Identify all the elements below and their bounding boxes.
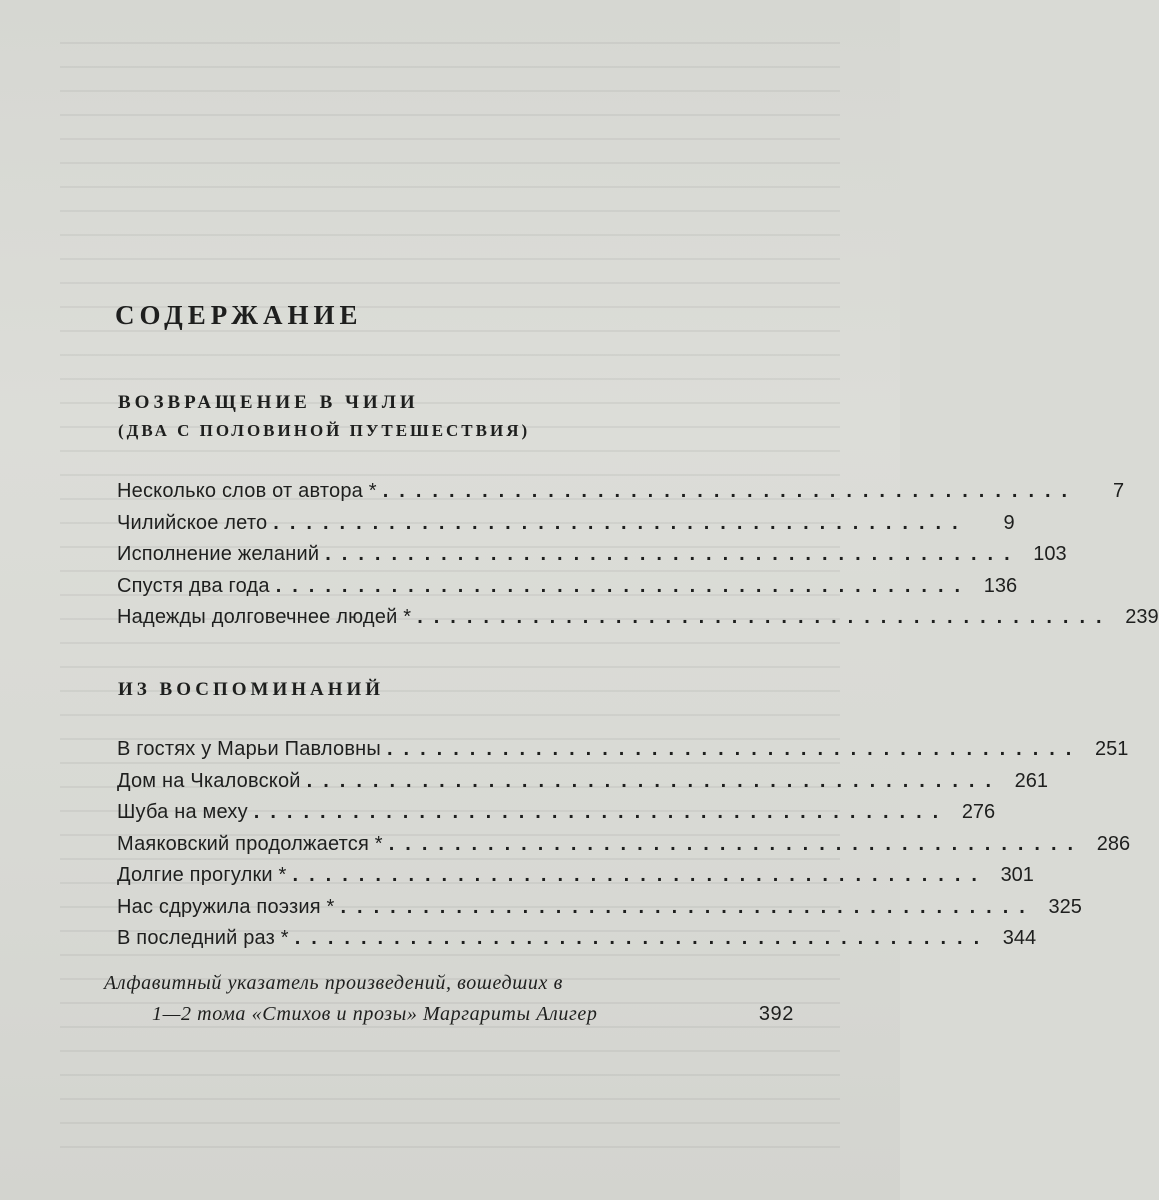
toc-entry-title: Нас сдружила поэзия *: [117, 895, 335, 918]
toc-section-memoirs: [117, 738, 1131, 959]
toc-entry-page: 103: [1033, 543, 1067, 565]
toc-entry-title: Надежды долговечнее людей *: [117, 606, 412, 628]
toc-entry-page: 325: [1048, 895, 1082, 918]
toc-entry: [117, 927, 1037, 959]
toc-entry-title: Долгие прогулки *: [117, 864, 287, 886]
toc-entry-title: Спустя два года: [117, 574, 270, 597]
toc-entry: [117, 511, 1015, 544]
toc-section-return-to-chile: [117, 480, 1159, 638]
index-entry-line2-row: [104, 999, 794, 1030]
toc-leader-dots: ..........................................: [325, 543, 1021, 565]
toc-leader-dots: ..........................................: [292, 864, 988, 886]
page-title: СОДЕРЖАНИЕ: [115, 300, 363, 330]
toc-leader-dots: ..........................................: [294, 927, 991, 949]
toc-leader-dots: ..........................................: [253, 801, 950, 823]
toc-leader-dots: ..........................................: [382, 480, 1079, 502]
toc-entry-page: 301: [1000, 864, 1034, 886]
toc-entry: [117, 574, 1018, 607]
toc-entry-title: Шуба на меху: [117, 801, 248, 823]
toc-entry-title: Несколько слов от автора *: [117, 480, 377, 502]
toc-entry: [117, 738, 1129, 770]
toc-entry: [117, 832, 1131, 865]
toc-leader-dots: ..........................................: [388, 832, 1085, 855]
toc-entry: [117, 606, 1159, 638]
toc-entry-title: Маяковский продолжается *: [117, 832, 383, 855]
toc-entry-page: 239: [1125, 606, 1159, 628]
toc-entry-page: 136: [983, 574, 1018, 597]
toc-leader-dots: ..........................................: [340, 895, 1036, 918]
section-title-memoirs: ИЗ ВОСПОМИНАНИЙ: [118, 679, 385, 700]
toc-entry: [117, 769, 1049, 802]
toc-entry: [117, 543, 1067, 575]
toc-leader-dots: ..........................................: [417, 606, 1113, 628]
index-entry: [104, 968, 794, 1030]
index-entry-line2: 1—2 тома «Стихов и прозы» Маргариты Алигер: [152, 1003, 598, 1025]
index-entry-line1: Алфавитный указатель произведений, вошедших в: [104, 972, 563, 994]
toc-entry-page: 9: [1003, 511, 1015, 534]
toc-entry: [117, 480, 1125, 512]
toc-entry-page: 251: [1095, 738, 1129, 760]
toc-entry-title: Исполнение желаний: [117, 543, 320, 565]
section-title-return-to-chile: ВОЗВРАЩЕНИЕ В ЧИЛИ: [118, 392, 419, 413]
toc-entry-page: 261: [1014, 769, 1049, 792]
toc-entry: [117, 801, 996, 833]
toc-entry: [117, 895, 1082, 928]
section-subtitle-return-to-chile: (ДВА С ПОЛОВИНОЙ ПУТЕШЕСТВИЯ): [118, 421, 531, 440]
toc-entry-title: В гостях у Марьи Павловны: [117, 738, 381, 760]
toc-leader-dots: ..........................................: [306, 769, 1003, 792]
toc-leader-dots: ..........................................: [273, 511, 969, 534]
toc-entry-page: 276: [961, 801, 996, 823]
index-entry-page: 392: [758, 1003, 794, 1025]
toc-entry-title: Чилийское лето: [117, 511, 268, 534]
toc-entry-title: В последний раз *: [117, 927, 289, 949]
toc-entry: [117, 864, 1034, 896]
toc-entry-page: 7: [1113, 480, 1125, 502]
toc-entry-page: 344: [1002, 927, 1037, 949]
toc-entry-title: Дом на Чкаловской: [117, 769, 301, 792]
toc-leader-dots: ..........................................: [386, 738, 1083, 760]
toc-leader-dots: ..........................................: [275, 574, 972, 597]
toc-entry-page: 286: [1096, 832, 1131, 855]
